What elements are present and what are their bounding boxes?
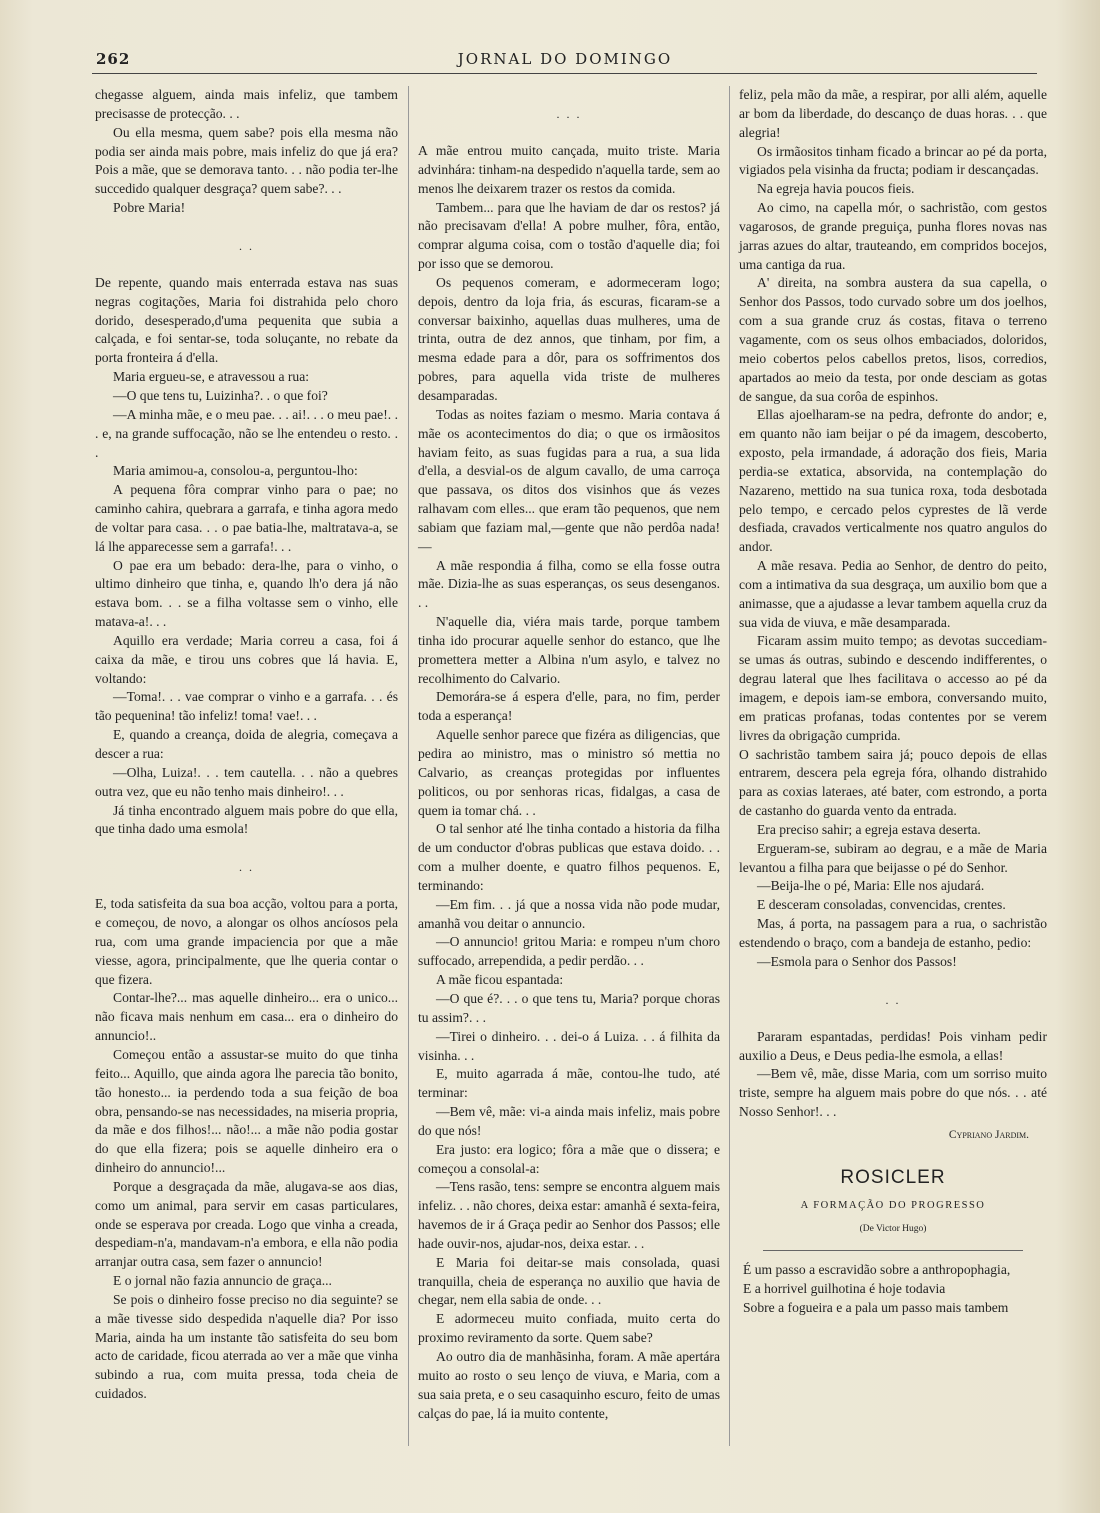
column-2: [418, 86, 720, 1423]
paragraph: A' direita, na sombra austera da sua capella, o Senhor dos Passos, todo curvado sobre um dos joelhos, com a sua grande cruz ás costas, fitava o terreno vagamente, com os seus olhos embaciados, doloridos, meio cobertos pelos cabellos pretos, lisos, corredios, apartados ao meio da testa, por onde desciam as gotas de sangue, da sua corôa de espinhos.: [739, 275, 1047, 404]
paragraph: A mãe resava. Pedia ao Senhor, de dentro do peito, com a intimativa da sua desgraça, um auxilio bom que a animasse, que a ajudasse a levar tambem aquella cruz da sua vida de viuva, e mãe desamparada.: [739, 558, 1047, 630]
paragraph: Pobre Maria!: [113, 200, 186, 216]
paragraph: Já tinha encontrado alguem mais pobre do que ella, que tinha dado uma esmola!: [95, 802, 398, 837]
paragraph: E Maria foi deitar-se mais consolada, quasi tranquilla, cheia de esperança no auxilio que havia de chegar, nem ella sabia de onde. . .: [418, 1254, 720, 1308]
paragraph: A mãe ficou espantada:: [436, 972, 564, 988]
paragraph: —Toma!. . . vae comprar o vinho e a garrafa. . . és tão pequenina! tão infeliz! toma! vae!. . .: [95, 689, 398, 724]
journal-title: JORNAL DO DOMINGO: [457, 50, 673, 68]
paragraph: A mãe entrou muito cançada, muito triste. Maria advinhára: tinham-na despedido n'aquella tarde, sem ao menos lhe deixarem trazer os restos da comida.: [418, 143, 720, 196]
header-rule: [92, 73, 1037, 74]
poem-body: [739, 1261, 1047, 1318]
paragraph: —O que é?. . . o que tens tu, Maria? porque choras tu assim?. . .: [418, 990, 720, 1025]
paragraph: Era justo: era logico; fôra a mãe que o dissera; e começou a consolal-a:: [418, 1141, 720, 1176]
paragraph: Se pois o dinheiro fosse preciso no dia seguinte? se a mãe tivesse sido despedida n'aquelle dia? Por isso Maria, ainda ha um instante tão satisfeita do seu bom acto de caridade, ficou aterrada ao ver a mãe que vinha subindo a rua, com muita pressa, toda cheia de cuidados.: [95, 1291, 398, 1402]
paragraph: Começou então a assustar-se muito do que tinha feito... Aquillo, que ainda agora lhe parecia tão bonito, tão honesto... ia perdendo toda a sua feição de boa obra, pensando-se nas necessidades, na miseria propria, da mãe e dos filhos!... não!... a mãe não podia gostar do que ella fizera; pois se aquelle dinheiro era o dinheiro do annuncio!...: [95, 1046, 398, 1176]
paragraph: —Bem vê, mãe: vi-a ainda mais infeliz, mais pobre do que nós!: [418, 1104, 720, 1138]
column-1: [95, 86, 398, 1404]
paragraph: De repente, quando mais enterrada estava nas suas negras cogitações, Maria foi distrahida pelo choro dorido, desesperado,d'uma pequenita que subia a calçada, e foi sentar-se, toda soluçante, no rebate da porta fronteira á d'ella.: [95, 274, 398, 366]
paragraph: O tal senhor até lhe tinha contado a historia da filha de um conductor d'obras publicas que estava doido. . . com a mulher doente, e quatro filhos pequenos. E, terminando:: [418, 821, 720, 893]
paragraph: —Em fim. . . já que a nossa vida não pode mudar, amanhã vou deitar o annuncio.: [418, 896, 720, 931]
paragraph: E, toda satisfeita da sua boa acção, voltou para a porta, e começou, de novo, a alongar os olhos ancíosos pela rua, com uma grande impaciencia por que a mãe viesse, agora, principalmente, que lhe queria contar o que fizera.: [95, 896, 398, 987]
paragraph: O pae era um bebado: dera-lhe, para o vinho, o ultimo dinheiro que tinha, e, quando lh'o dera já não estava bom. . . se a filha voltasse sem o vinho, elle matava-a!. . .: [95, 557, 398, 630]
paragraph: Contar-lhe?... mas aquelle dinheiro... era o unico... não ficava mais nenhum em casa... era o dinheiro do annuncio!..: [95, 990, 398, 1044]
page-number: 262: [96, 50, 131, 68]
paragraph: Porque a desgraçada da mãe, alugava-se aos dias, como um animal, para servir em casas particulares, onde se esperava por creada. Logo que vinha a creada, despediam-n'a, mandavam-n'a embora, e ella não podia arranjar outra casa, sem fazer o annuncio!: [95, 1178, 398, 1270]
paragraph: A pequena fôra comprar vinho para o pae; no caminho cahira, quebrara a garrafa, e tinha agora medo de voltar para casa. . . o pae batia-lhe, maltratava-a, se lá lhe apparecesse sem a garrafa!. . .: [95, 482, 398, 554]
paragraph: A mãe respondia á filha, como se ella fosse outra mãe. Dizia-lhe as suas esperanças, os seus desenganos. . .: [418, 557, 720, 611]
paragraph: Aquillo era verdade; Maria correu a casa, foi á caixa da mãe, e tirou uns cobres que lá havia. E, voltando:: [95, 632, 398, 686]
paragraph: Maria amimou-a, consolou-a, perguntou-lho:: [113, 463, 358, 479]
paragraph: Ellas ajoelharam-se na pedra, defronte do andor; e, em quanto não iam beijar o pé da imagem, descoberto, exposto, pela irmandade, á adoração dos fieis, Maria perdia-se extatica, absorvida, na contemplação do Nazareno, mettido na sua tunica roxa, toda desbotada pelo tempo, e cercado pelos cyprestes de lã verde desfiada, cravados verticalmente nos quatro angulos do andor.: [739, 407, 1047, 555]
paragraph: Ao cimo, na capella mór, o sachristão, com gestos vagarosos, de grande preguiça, punha flores novas nas jarras azues do altar, trauteando, em compridos bocejos, uma cantiga da rua.: [739, 200, 1047, 272]
author-signature: Cypriano Jardim.: [948, 1128, 1029, 1141]
poem-line: É um passo a escravidão sobre a anthropophagia,: [743, 1262, 1011, 1278]
paragraph: —A minha mãe, e o meu pae. . . ai!. . . o meu pae!. . . e, na grande suffocação, não se lhe entendeu o resto. . .: [95, 406, 398, 460]
paragraph: O sachristão tambem saira já; pouco depois de ellas entrarem, descera pela egreja fóra, olhando distrahido para as coxias lateraes, até bater, com estrondo, a porta de castanho do guarda vento da entrada.: [739, 746, 1047, 819]
paragraph: Mas, á porta, na passagem para a rua, o sachristão estendendo o braço, com a bandeja de estanho, pedio:: [739, 916, 1047, 950]
poem-attribution: (De Victor Hugo): [859, 1223, 927, 1234]
poem-line: E a horrivel guilhotina é hoje todavia: [743, 1281, 946, 1297]
paragraph: feliz, pela mão da mãe, a respirar, por alli além, aquelle ar bom da liberdade, do descanço de duas horas. . . que alegria!: [739, 87, 1047, 140]
paragraph: —Beija-lhe o pé, Maria: Elle nos ajudará.: [757, 878, 985, 894]
paragraph: —O que tens tu, Luizinha?. . o que foi?: [113, 387, 328, 403]
column-divider: [729, 86, 730, 1446]
paragraph: —Tens rasão, tens: sempre se encontra alguem mais infeliz. . . não chores, deixa estar: amanhã é sexta-feira, havemos de ir á Graça pedir ao Senhor dos Passos; elle hade ouvir-nos, ajudar-nos, deixa estar. . .: [418, 1179, 720, 1251]
section-separator: . . .: [556, 107, 582, 121]
paragraph: Maria ergueu-se, e atravessou a rua:: [113, 369, 310, 385]
column-3: [739, 86, 1047, 1318]
paragraph: Ou ella mesma, quem sabe? pois ella mesma não podia ser ainda mais pobre, mais infeliz do que já era? Pois a mãe, que se demorava tanto. . . não podia ter-lhe succedido qualquer desgraça? quem sabe?. . .: [95, 124, 398, 197]
paragraph: —Esmola para o Senhor dos Passos!: [757, 953, 957, 969]
paragraph: Tambem... para que lhe haviam de dar os restos? já não precisavam d'ella! A pobre mulher, fôra, então, comprar alguma coisa, com o tostão d'aquelle dia; foi por isso que se demorou.: [418, 199, 720, 272]
section-separator: . .: [239, 860, 254, 875]
paragraph: chegasse alguem, ainda mais infeliz, que tambem precisasse de protecção. . .: [95, 87, 398, 121]
paragraph: —Tirei o dinheiro. . . dei-o á Luiza. . . á filhita da visinha. . .: [418, 1028, 720, 1063]
paragraph: Ficaram assim muito tempo; as devotas succediam-se umas ás outras, subindo e descendo indifferentes, o degrau lateral que lhes facilitava o accesso ao pé da imagem, e depois iam-se embora, conversando muito, em praticas profanas, todas contentes por se verem livres da obrigação cumprida.: [739, 633, 1047, 743]
paragraph: E, muito agarrada á mãe, contou-lhe tudo, até terminar:: [418, 1066, 720, 1101]
section-separator: . .: [239, 238, 254, 253]
paragraph: —O annuncio! gritou Maria: e rompeu n'um choro suffocado, arrependida, a pedir perdão. . .: [418, 934, 720, 969]
poem-line: Sobre a fogueira e a pala um passo mais tambem: [743, 1300, 1009, 1316]
paragraph: Era preciso sahir; a egreja estava deserta.: [757, 821, 981, 837]
paragraph: —Olha, Luiza!. . . tem cautella. . . não a quebres outra vez, que eu não tenho mais dinheiro!. . .: [95, 764, 398, 799]
paragraph: N'aquelle dia, viéra mais tarde, porque tambem tinha ido procurar aquelle senhor do estanco, que lhe promettera metter a Albina n'um asylo, e talvez no recolhimento do Calvario.: [418, 614, 720, 686]
paragraph: Ergueram-se, subiram ao degrau, e a mãe de Maria levantou a filha para que beijasse o pé do Senhor.: [739, 840, 1047, 875]
poem-subtitle: A FORMAÇÃO DO PROGRESSO: [800, 1199, 986, 1211]
paragraph: Na egreja havia poucos fieis.: [757, 181, 915, 197]
paragraph: E o jornal não fazia annuncio de graça...: [113, 1273, 332, 1289]
paragraph: Ao outro dia de manhãsinha, foram. A mãe apertára muito ao rosto o seu lenço de viuva, e Maria, com a sua saia preta, e o seu casaquinho escuro, feito de umas calças do pae, lá ia muito contente,: [418, 1349, 720, 1421]
poem-rule: [763, 1250, 1023, 1251]
paragraph: Os irmãositos tinham ficado a brincar ao pé da porta, vigiados pela visinha da fructa; podiam ir descançadas.: [739, 143, 1047, 178]
paragraph: E desceram consoladas, convencidas, crentes.: [757, 897, 1006, 913]
paragraph: Os pequenos comeram, e adormeceram logo; depois, dentro da loja fria, ás escuras, ficaram-se a conversar baixinho, aquellas duas mulheres, uma de trinta, outra de dez annos, que tinham, por fim, a mesma edade para a dôr, para os soffrimentos dos pobres, para aquella vida triste de mulheres desamparadas.: [418, 274, 720, 403]
paragraph: Aquelle senhor parece que fizéra as diligencias, que pedira ao ministro, mas o ministro só mettia no Calvario, as creanças protegidas por influentes politicos, ou por senhoras ricas, fidalgas, a casa de quem ia tomar chá. . .: [418, 727, 720, 818]
paragraph: Todas as noites faziam o mesmo. Maria contava á mãe os acontecimentos do dia; o que os irmãositos haviam feito, as suas fugidas para a rua, a sua lida d'ella, a desvial-os de algum cavallo, de uma carroça que passava, os ditos dos visinhos que ás vezes ralhavam com elles... que eram tão pequenos, que nem sabiam que faziam mal,—gente que não perdôa nada!—: [418, 406, 720, 554]
paragraph: —Bem vê, mãe, disse Maria, com um sorriso muito triste, sempre ha alguem mais pobre do que nós. . . até Nosso Senhor!. . .: [739, 1066, 1047, 1120]
paragraph: Demorára-se á espera d'elle, para, no fim, perder toda a esperança!: [418, 689, 720, 724]
column-divider: [408, 86, 409, 1446]
paragraph: Pararam espantadas, perdidas! Pois vinham pedir auxilio a Deus, e Deus pedia-lhe esmola, a ellas!: [739, 1028, 1047, 1063]
poem-title: ROSICLER: [840, 1166, 946, 1188]
section-separator: . .: [885, 992, 901, 1007]
paragraph: E, quando a creança, doida de alegria, começava a descer a rua:: [95, 727, 398, 761]
paragraph: E adormeceu muito confiada, muito certa do proximo reviramento da sorte. Quem sabe?: [418, 1311, 720, 1346]
page-header: [90, 50, 1040, 72]
column-3-story: [739, 86, 1047, 1122]
